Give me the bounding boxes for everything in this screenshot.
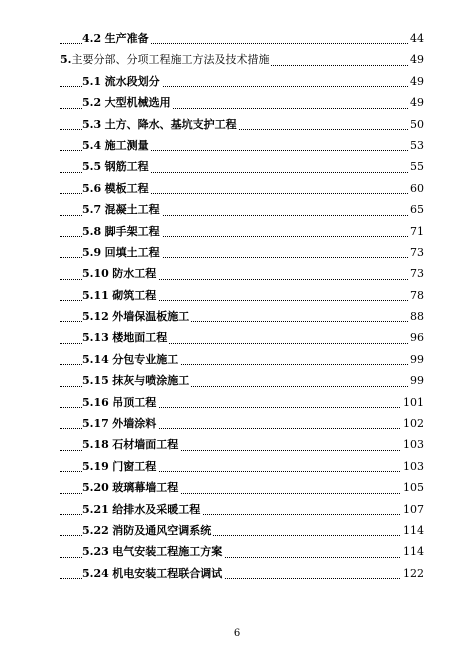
toc-entry-title: 外墙涂料 <box>112 417 157 431</box>
toc-entry-title: 分包专业施工 <box>112 352 179 366</box>
toc-entry[interactable] <box>60 199 424 220</box>
toc-entry-page: 50 <box>408 114 424 135</box>
toc-entry-label <box>82 370 191 391</box>
page-number: 6 <box>233 628 241 639</box>
table-of-contents <box>60 28 424 584</box>
toc-entry-number: 5.8 <box>82 224 102 238</box>
toc-entry[interactable] <box>60 306 424 327</box>
toc-entry-label <box>82 456 158 477</box>
toc-entry-title: 消防及通风空调系统 <box>112 523 212 537</box>
toc-entry-page: 122 <box>401 563 424 584</box>
toc-entry-number: 5.3 <box>82 117 102 131</box>
toc-entry-number: 5.21 <box>82 502 109 516</box>
toc-entry-title: 机电安装工程联合调试 <box>112 566 223 580</box>
toc-entry[interactable] <box>60 156 424 177</box>
toc-entry-title: 钢筋工程 <box>104 160 149 174</box>
toc-entry[interactable] <box>60 499 424 520</box>
toc-entry-number: 5.24 <box>82 566 109 580</box>
toc-entry-page: 114 <box>401 541 424 562</box>
toc-entry-label <box>82 392 158 413</box>
toc-entry-title: 主要分部、分项工程施工方法及技术措施 <box>71 53 270 67</box>
toc-entry-page: 65 <box>408 199 424 220</box>
toc-entry-number: 5.18 <box>82 438 109 452</box>
toc-entry-title: 流水段划分 <box>104 74 160 88</box>
toc-entry-label <box>82 327 169 348</box>
toc-entry[interactable] <box>60 456 424 477</box>
toc-entry-label <box>82 285 158 306</box>
toc-entry-page: 88 <box>408 306 424 327</box>
toc-entry[interactable] <box>60 242 424 263</box>
toc-entry[interactable] <box>60 285 424 306</box>
toc-entry-page: 73 <box>408 263 424 284</box>
toc-entry-page: 114 <box>401 520 424 541</box>
toc-entry-label <box>82 434 180 455</box>
toc-entry-page: 78 <box>408 285 424 306</box>
toc-entry[interactable] <box>60 563 424 584</box>
toc-entry[interactable] <box>60 413 424 434</box>
toc-entry-page: 73 <box>408 242 424 263</box>
toc-entry-title: 施工测量 <box>104 138 149 152</box>
toc-entry-title: 楼地面工程 <box>112 331 168 345</box>
toc-entry[interactable] <box>60 327 424 348</box>
toc-entry-label <box>82 221 162 242</box>
toc-entry-number: 5.19 <box>82 459 109 473</box>
toc-entry-page: 60 <box>408 178 424 199</box>
toc-entry-title: 电气安装工程施工方案 <box>112 545 223 559</box>
toc-entry-page: 107 <box>401 499 424 520</box>
toc-entry-page: 71 <box>408 221 424 242</box>
toc-entry-page: 55 <box>408 156 424 177</box>
toc-entry[interactable] <box>60 477 424 498</box>
toc-entry-title: 给排水及采暖工程 <box>112 502 201 516</box>
toc-entry-label <box>82 135 151 156</box>
toc-entry-title: 砌筑工程 <box>112 288 157 302</box>
toc-entry-number: 5. <box>60 53 72 67</box>
toc-entry-number: 5.10 <box>82 267 109 281</box>
toc-entry-label <box>82 28 151 49</box>
toc-entry[interactable] <box>60 178 424 199</box>
toc-entry-label <box>82 477 180 498</box>
toc-entry-number: 5.20 <box>82 481 109 495</box>
toc-entry-label <box>82 71 162 92</box>
toc-entry[interactable] <box>60 392 424 413</box>
toc-entry[interactable] <box>60 49 424 70</box>
toc-entry-number: 5.15 <box>82 374 109 388</box>
toc-entry-page: 96 <box>408 327 424 348</box>
toc-entry-number: 5.5 <box>82 160 102 174</box>
toc-entry-label <box>82 156 151 177</box>
toc-entry[interactable] <box>60 434 424 455</box>
toc-entry-title: 回填土工程 <box>104 245 160 259</box>
toc-entry-page: 103 <box>401 434 424 455</box>
toc-entry-label <box>82 541 224 562</box>
toc-entry-number: 5.13 <box>82 331 109 345</box>
toc-entry-number: 5.22 <box>82 523 109 537</box>
toc-entry-label <box>82 349 180 370</box>
toc-entry-number: 5.12 <box>82 310 109 324</box>
toc-entry-page: 44 <box>408 28 424 49</box>
toc-entry-label <box>82 114 239 135</box>
toc-entry-title: 脚手架工程 <box>104 224 160 238</box>
toc-entry-label <box>82 199 162 220</box>
toc-entry[interactable] <box>60 349 424 370</box>
toc-entry-page: 101 <box>401 392 424 413</box>
toc-entry[interactable] <box>60 520 424 541</box>
toc-entry-number: 5.9 <box>82 245 102 259</box>
toc-entry[interactable] <box>60 263 424 284</box>
toc-entry[interactable] <box>60 135 424 156</box>
toc-entry-number: 5.6 <box>82 181 102 195</box>
toc-entry-label <box>82 92 173 113</box>
toc-entry-number: 5.14 <box>82 352 109 366</box>
toc-entry[interactable] <box>60 221 424 242</box>
toc-entry-title: 石材墙面工程 <box>112 438 179 452</box>
toc-entry[interactable] <box>60 92 424 113</box>
toc-entry-page: 105 <box>401 477 424 498</box>
toc-entry-label <box>82 242 162 263</box>
toc-entry-title: 防水工程 <box>112 267 157 281</box>
toc-entry-label <box>60 49 271 70</box>
toc-entry-page: 49 <box>408 71 424 92</box>
toc-entry-number: 5.4 <box>82 138 102 152</box>
toc-entry[interactable] <box>60 541 424 562</box>
toc-entry-page: 99 <box>408 370 424 391</box>
toc-entry-page: 49 <box>408 49 424 70</box>
toc-entry-title: 混凝土工程 <box>104 203 160 217</box>
toc-entry-number: 5.11 <box>82 288 109 302</box>
toc-entry-label <box>82 178 151 199</box>
toc-entry-title: 大型机械选用 <box>104 96 171 110</box>
toc-entry-title: 生产准备 <box>104 32 149 45</box>
toc-entry[interactable] <box>60 28 424 49</box>
toc-entry-number: 5.23 <box>82 545 109 559</box>
toc-entry-label <box>82 563 224 584</box>
toc-entry-page: 53 <box>408 135 424 156</box>
toc-entry-title: 土方、降水、基坑支护工程 <box>104 117 237 131</box>
toc-entry-page: 102 <box>401 413 424 434</box>
toc-entry[interactable] <box>60 71 424 92</box>
toc-entry-number: 5.17 <box>82 417 109 431</box>
toc-entry-label <box>82 520 213 541</box>
toc-entry-label <box>82 263 158 284</box>
toc-entry-page: 49 <box>408 92 424 113</box>
toc-entry-label <box>82 499 202 520</box>
toc-entry-label <box>82 306 191 327</box>
toc-entry-number: 5.16 <box>82 395 109 409</box>
toc-entry-title: 吊顶工程 <box>112 395 157 409</box>
toc-entry-title: 玻璃幕墙工程 <box>112 481 179 495</box>
toc-entry-title: 门窗工程 <box>112 459 157 473</box>
toc-entry-page: 99 <box>408 349 424 370</box>
toc-entry-number: 5.1 <box>82 74 102 88</box>
toc-entry-number: 4.2 <box>82 32 102 45</box>
toc-entry[interactable] <box>60 370 424 391</box>
toc-entry[interactable] <box>60 114 424 135</box>
toc-entry-title: 外墙保温板施工 <box>112 310 190 324</box>
toc-entry-title: 模板工程 <box>104 181 149 195</box>
toc-entry-number: 5.7 <box>82 203 102 217</box>
toc-entry-number: 5.2 <box>82 96 102 110</box>
toc-entry-title: 抹灰与喷涂施工 <box>112 374 190 388</box>
toc-entry-label <box>82 413 158 434</box>
toc-entry-page: 103 <box>401 456 424 477</box>
